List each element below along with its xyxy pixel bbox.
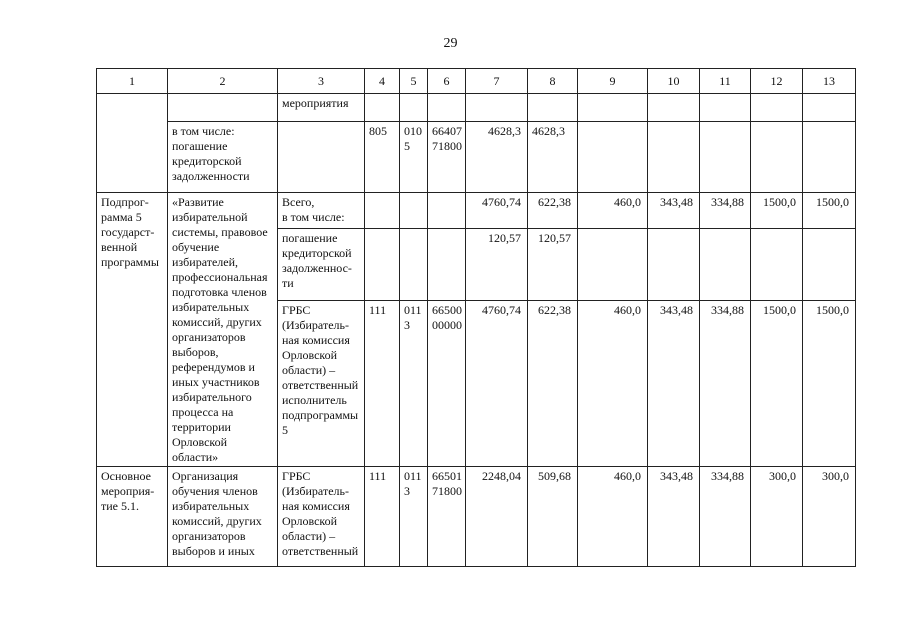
table-cell bbox=[700, 229, 751, 301]
table-cell: 2248,04 bbox=[466, 467, 528, 567]
header-cell: 5 bbox=[400, 69, 428, 94]
table-cell: Всего, в том числе: bbox=[278, 193, 365, 229]
table-cell bbox=[751, 229, 803, 301]
table-cell: 343,48 bbox=[648, 193, 700, 229]
table-cell bbox=[97, 94, 168, 193]
table-cell: 805 bbox=[365, 122, 400, 193]
table-cell: 4628,3 bbox=[528, 122, 578, 193]
header-cell: 6 bbox=[428, 69, 466, 94]
header-cell: 10 bbox=[648, 69, 700, 94]
table-cell: 460,0 bbox=[578, 301, 648, 467]
table-row bbox=[97, 193, 856, 229]
table-cell: 300,0 bbox=[803, 467, 856, 567]
table-cell: 334,88 bbox=[700, 301, 751, 467]
budget-table bbox=[96, 68, 856, 567]
table-cell: 4760,74 bbox=[466, 193, 528, 229]
table-cell: ГРБС (Избиратель- ная комиссия Орловской области) – ответственный bbox=[278, 467, 365, 567]
header-cell: 7 bbox=[466, 69, 528, 94]
table-cell bbox=[528, 94, 578, 122]
header-cell: 8 bbox=[528, 69, 578, 94]
table-cell bbox=[700, 94, 751, 122]
table-cell bbox=[168, 94, 278, 122]
table-cell bbox=[578, 122, 648, 193]
table-cell: 120,57 bbox=[528, 229, 578, 301]
table-cell: 011 3 bbox=[400, 467, 428, 567]
table-cell: 120,57 bbox=[466, 229, 528, 301]
table-cell: 334,88 bbox=[700, 467, 751, 567]
table-cell: 343,48 bbox=[648, 301, 700, 467]
table-cell bbox=[648, 94, 700, 122]
header-cell: 13 bbox=[803, 69, 856, 94]
table-cell bbox=[365, 229, 400, 301]
table-cell bbox=[751, 122, 803, 193]
header-row bbox=[97, 69, 856, 94]
table-cell bbox=[400, 94, 428, 122]
header-cell: 1 bbox=[97, 69, 168, 94]
table-cell bbox=[648, 122, 700, 193]
table-cell: 010 5 bbox=[400, 122, 428, 193]
page-number: 29 bbox=[443, 36, 458, 51]
header-cell: 2 bbox=[168, 69, 278, 94]
table-cell: «Развитие избирательной системы, правовое обучение избирателей, профессиональная подготовка членов избирательных комиссий, других организаторов выборов, референдумов и иных участников избирательного процесса на территории Орловской области» bbox=[168, 193, 278, 467]
table-cell: погашение кредиторской задолженнос- ти bbox=[278, 229, 365, 301]
table-cell: 1500,0 bbox=[751, 193, 803, 229]
table-cell: 111 bbox=[365, 467, 400, 567]
table-cell: 66500 00000 bbox=[428, 301, 466, 467]
table-cell bbox=[428, 94, 466, 122]
header-cell: 12 bbox=[751, 69, 803, 94]
table-cell: Основное мероприя- тие 5.1. bbox=[97, 467, 168, 567]
table-cell: 66501 71800 bbox=[428, 467, 466, 567]
table-cell bbox=[751, 94, 803, 122]
table-cell: 622,38 bbox=[528, 301, 578, 467]
header-cell: 11 bbox=[700, 69, 751, 94]
table-cell: Подпрог- рамма 5 государст- венной программы bbox=[97, 193, 168, 467]
table-row bbox=[97, 94, 856, 122]
table-cell bbox=[700, 122, 751, 193]
table-cell: 4760,74 bbox=[466, 301, 528, 467]
table-cell bbox=[428, 193, 466, 229]
table-cell: 334,88 bbox=[700, 193, 751, 229]
table-cell bbox=[365, 94, 400, 122]
table-cell bbox=[400, 229, 428, 301]
table-cell bbox=[803, 94, 856, 122]
table-cell bbox=[803, 122, 856, 193]
table-cell: 509,68 bbox=[528, 467, 578, 567]
table-cell bbox=[803, 229, 856, 301]
table-cell: 111 bbox=[365, 301, 400, 467]
header-cell: 3 bbox=[278, 69, 365, 94]
table-cell bbox=[400, 193, 428, 229]
table-cell bbox=[278, 122, 365, 193]
table-cell bbox=[578, 229, 648, 301]
table-cell: 460,0 bbox=[578, 467, 648, 567]
table-cell: 1500,0 bbox=[803, 193, 856, 229]
table-cell: ГРБС (Избиратель- ная комиссия Орловской области) – ответственный исполнитель подпрограммы 5 bbox=[278, 301, 365, 467]
table-cell: 460,0 bbox=[578, 193, 648, 229]
table-cell bbox=[428, 229, 466, 301]
table-cell bbox=[648, 229, 700, 301]
table-cell: Организация обучения членов избирательных комиссий, других организаторов выборов и иных bbox=[168, 467, 278, 567]
table-cell bbox=[466, 94, 528, 122]
table-cell: 343,48 bbox=[648, 467, 700, 567]
table-cell: 66407 71800 bbox=[428, 122, 466, 193]
table-cell: мероприятия bbox=[278, 94, 365, 122]
table-cell: 1500,0 bbox=[751, 301, 803, 467]
table-row bbox=[97, 122, 856, 193]
table-cell: 622,38 bbox=[528, 193, 578, 229]
table-cell: 300,0 bbox=[751, 467, 803, 567]
table-cell: 011 3 bbox=[400, 301, 428, 467]
table-cell bbox=[578, 94, 648, 122]
table-cell: в том числе: погашение кредиторской задолженности bbox=[168, 122, 278, 193]
table-cell bbox=[365, 193, 400, 229]
table-row bbox=[97, 467, 856, 567]
table-cell: 4628,3 bbox=[466, 122, 528, 193]
table-cell: 1500,0 bbox=[803, 301, 856, 467]
header-cell: 4 bbox=[365, 69, 400, 94]
header-cell: 9 bbox=[578, 69, 648, 94]
